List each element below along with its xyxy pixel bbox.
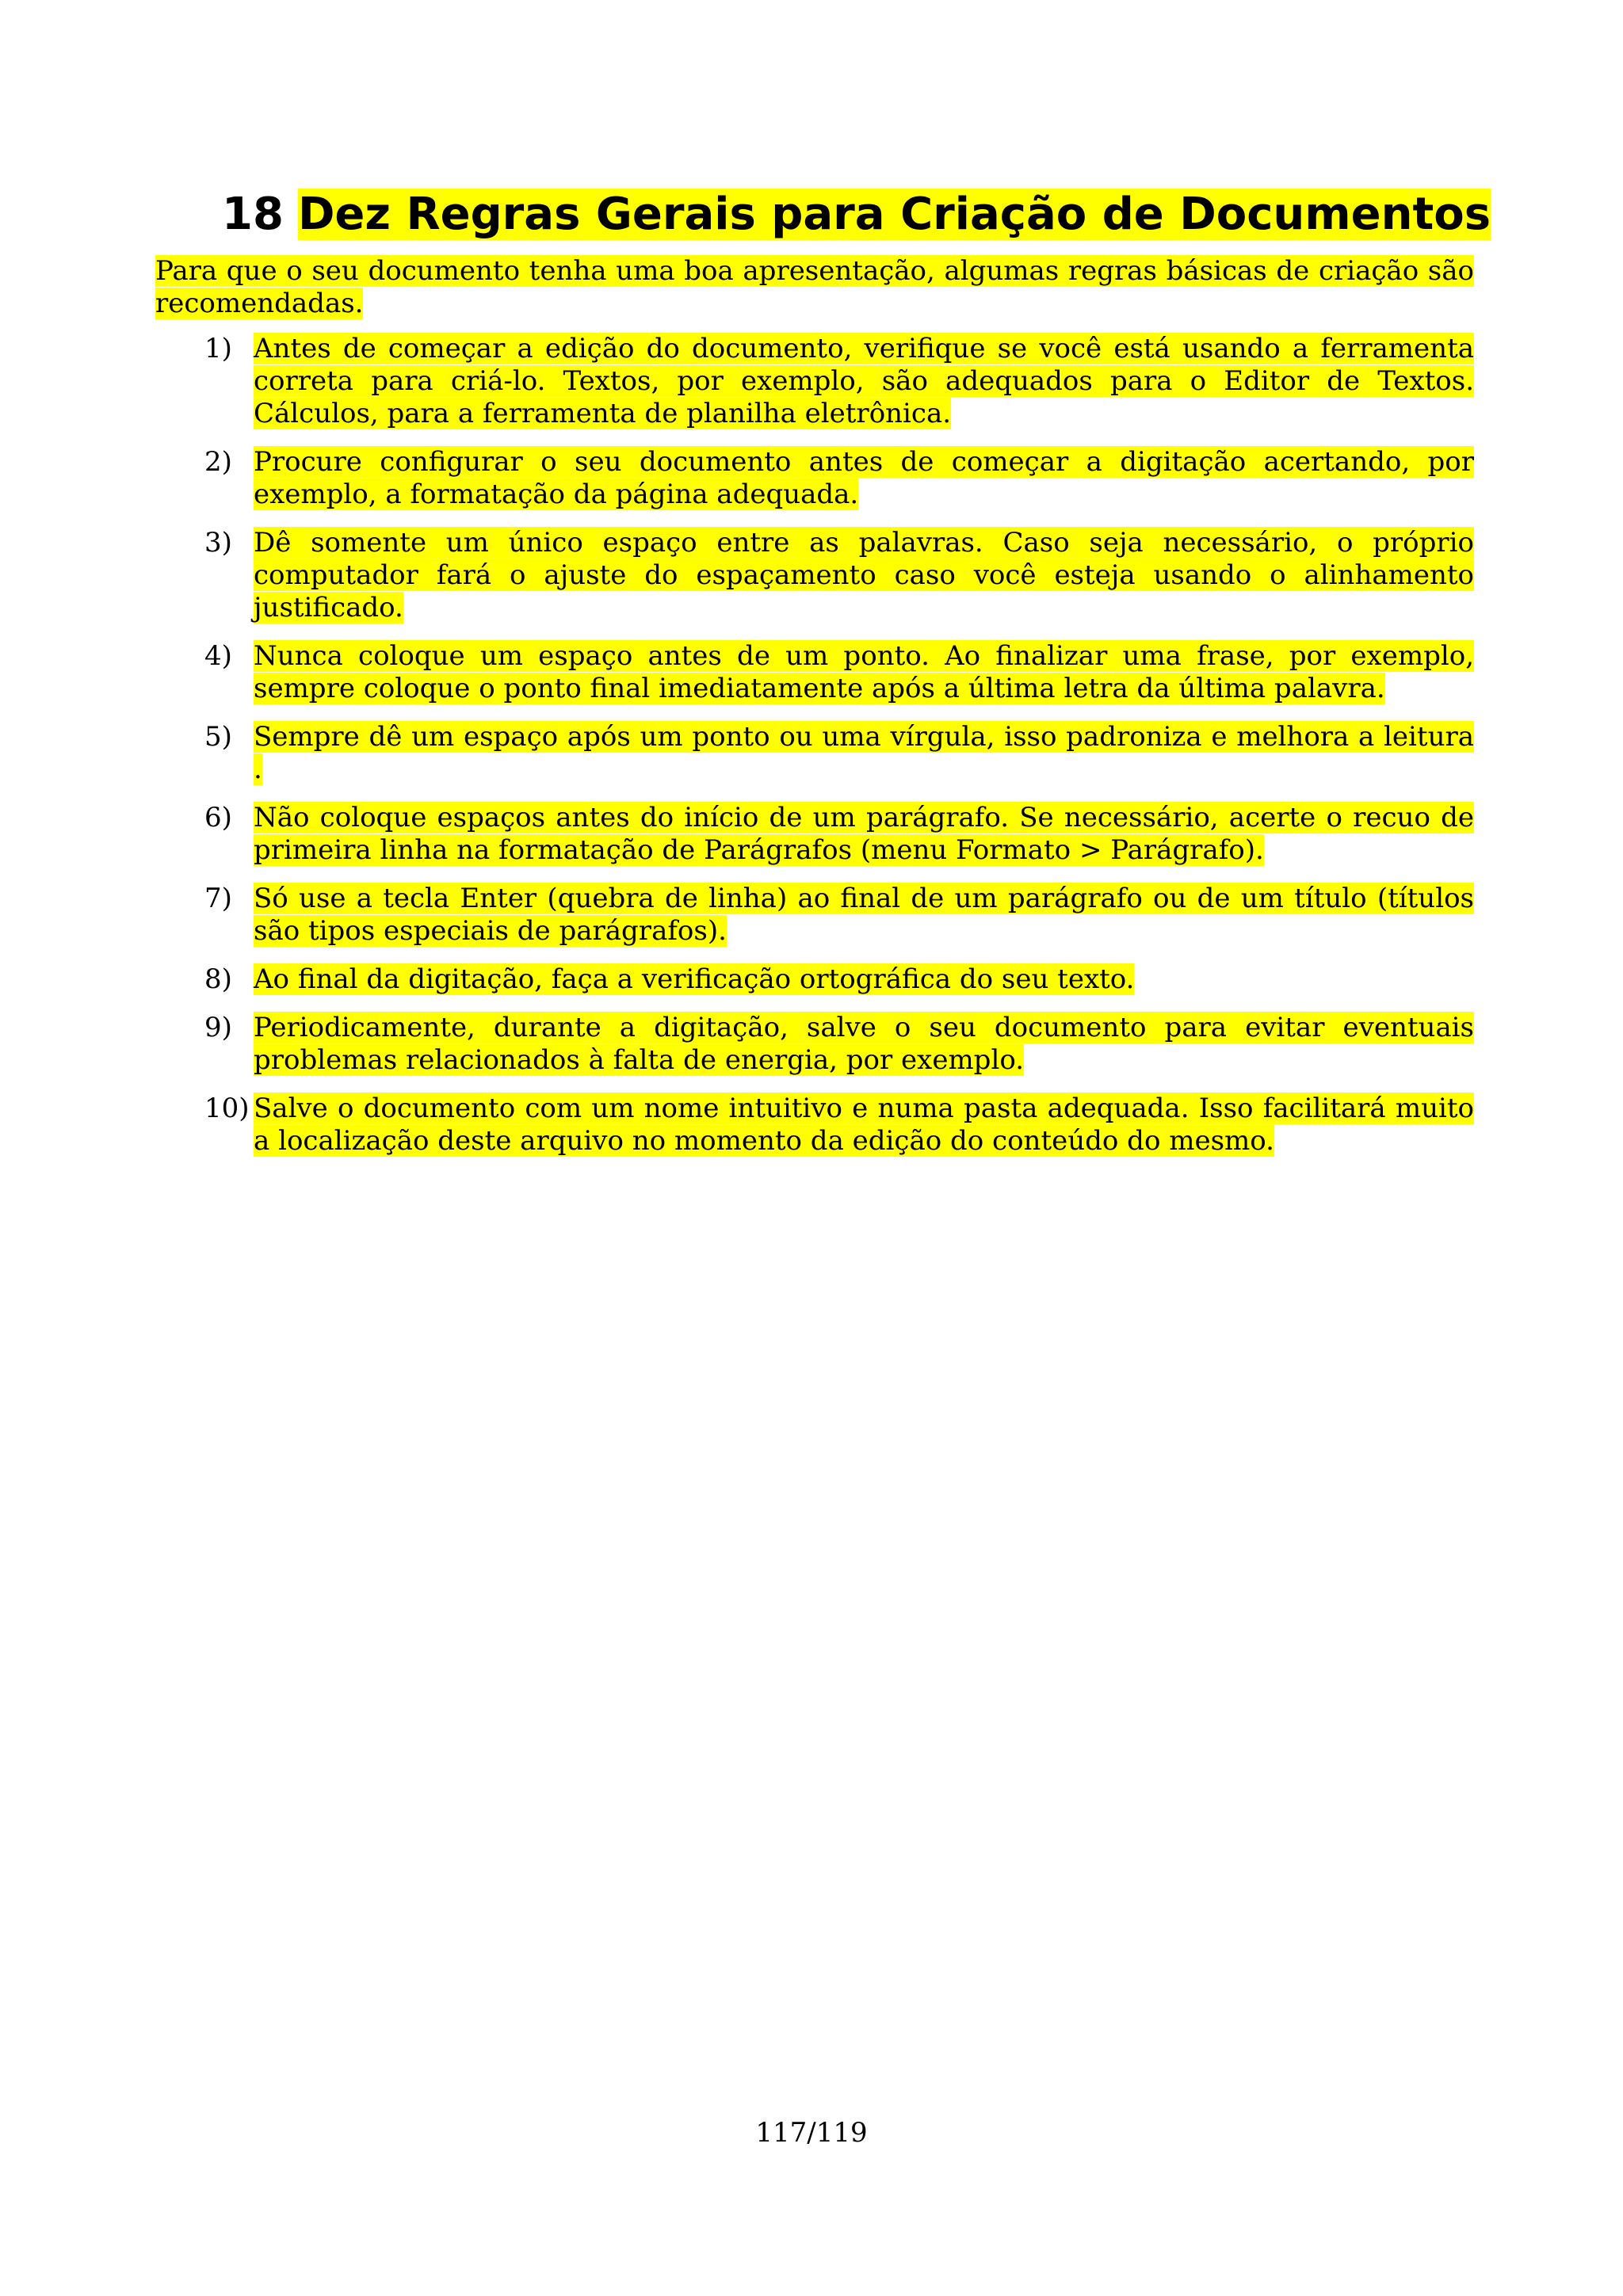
rule-item: [155, 640, 1474, 705]
rule-item: [155, 1012, 1474, 1077]
rule-text: Periodicamente, durante a digitação, salve o seu documento para evitar eventuais problemas relacionados à falta de energia, por exemplo.: [254, 1012, 1474, 1076]
rule-item: [155, 333, 1474, 430]
rule-number: 9): [204, 1012, 232, 1043]
rule-number: 6): [204, 802, 232, 833]
rule-number: 2): [204, 446, 232, 478]
intro-text: Para que o seu documento tenha uma boa apresentação, algumas regras básicas de criação são recomendadas.: [155, 255, 1474, 319]
intro-paragraph: [155, 255, 1474, 320]
rule-text: Sempre dê um espaço após um ponto ou uma vírgula, isso padroniza e melhora a leitura .: [254, 721, 1474, 785]
rules-list: [155, 333, 1474, 1173]
rule-text: Salve o documento com um nome intuitivo e numa pasta adequada. Isso facilitará muito a localização deste arquivo no momento da edição do conteúdo do mesmo.: [254, 1093, 1474, 1157]
rule-item: [155, 446, 1474, 511]
rule-item: [155, 802, 1474, 867]
rule-text: Ao final da digitação, faça a verificação ortográfica do seu texto.: [254, 963, 1135, 995]
rule-item: [155, 963, 1474, 996]
rule-item: [155, 721, 1474, 786]
rule-number: 8): [204, 963, 232, 995]
rule-text: Procure configurar o seu documento antes de começar a digitação acertando, por exemplo, a formatação da página adequada.: [254, 446, 1474, 510]
section-title: Dez Regras Gerais para Criação de Documentos: [297, 189, 1491, 240]
section-number: 18: [222, 189, 284, 240]
rule-text: Antes de começar a edição do documento, verifique se você está usando a ferramenta correta para criá-lo. Textos, por exemplo, são adequados para o Editor de Textos. Cálculos, para a ferramenta de planilha eletrônica.: [254, 333, 1474, 429]
rule-text: Nunca coloque um espaço antes de um ponto. Ao finalizar uma frase, por exemplo, sempre coloque o ponto final imediatamente após a última letra da última palavra.: [254, 640, 1474, 704]
rule-number: 4): [204, 640, 232, 672]
rule-item: [155, 1093, 1474, 1158]
rule-number: 7): [204, 883, 232, 914]
rule-number: 10): [204, 1093, 250, 1124]
rule-number: 1): [204, 333, 232, 364]
rule-text: Não coloque espaços antes do início de um parágrafo. Se necessário, acerte o recuo de primeira linha na formatação de Parágrafos (menu Formato > Parágrafo).: [254, 802, 1474, 866]
rule-number: 3): [204, 527, 232, 559]
section-heading: [222, 184, 1491, 246]
rule-text: Dê somente um único espaço entre as palavras. Caso seja necessário, o próprio computador fará o ajuste do espaçamento caso você esteja usando o alinhamento justificado.: [254, 527, 1474, 624]
rule-number: 5): [204, 721, 232, 753]
rule-text: Só use a tecla Enter (quebra de linha) ao final de um parágrafo ou de um título (títulos são tipos especiais de parágrafos).: [254, 883, 1474, 947]
rule-item: [155, 883, 1474, 948]
rule-item: [155, 527, 1474, 624]
page-number: 117/119: [755, 2117, 868, 2149]
